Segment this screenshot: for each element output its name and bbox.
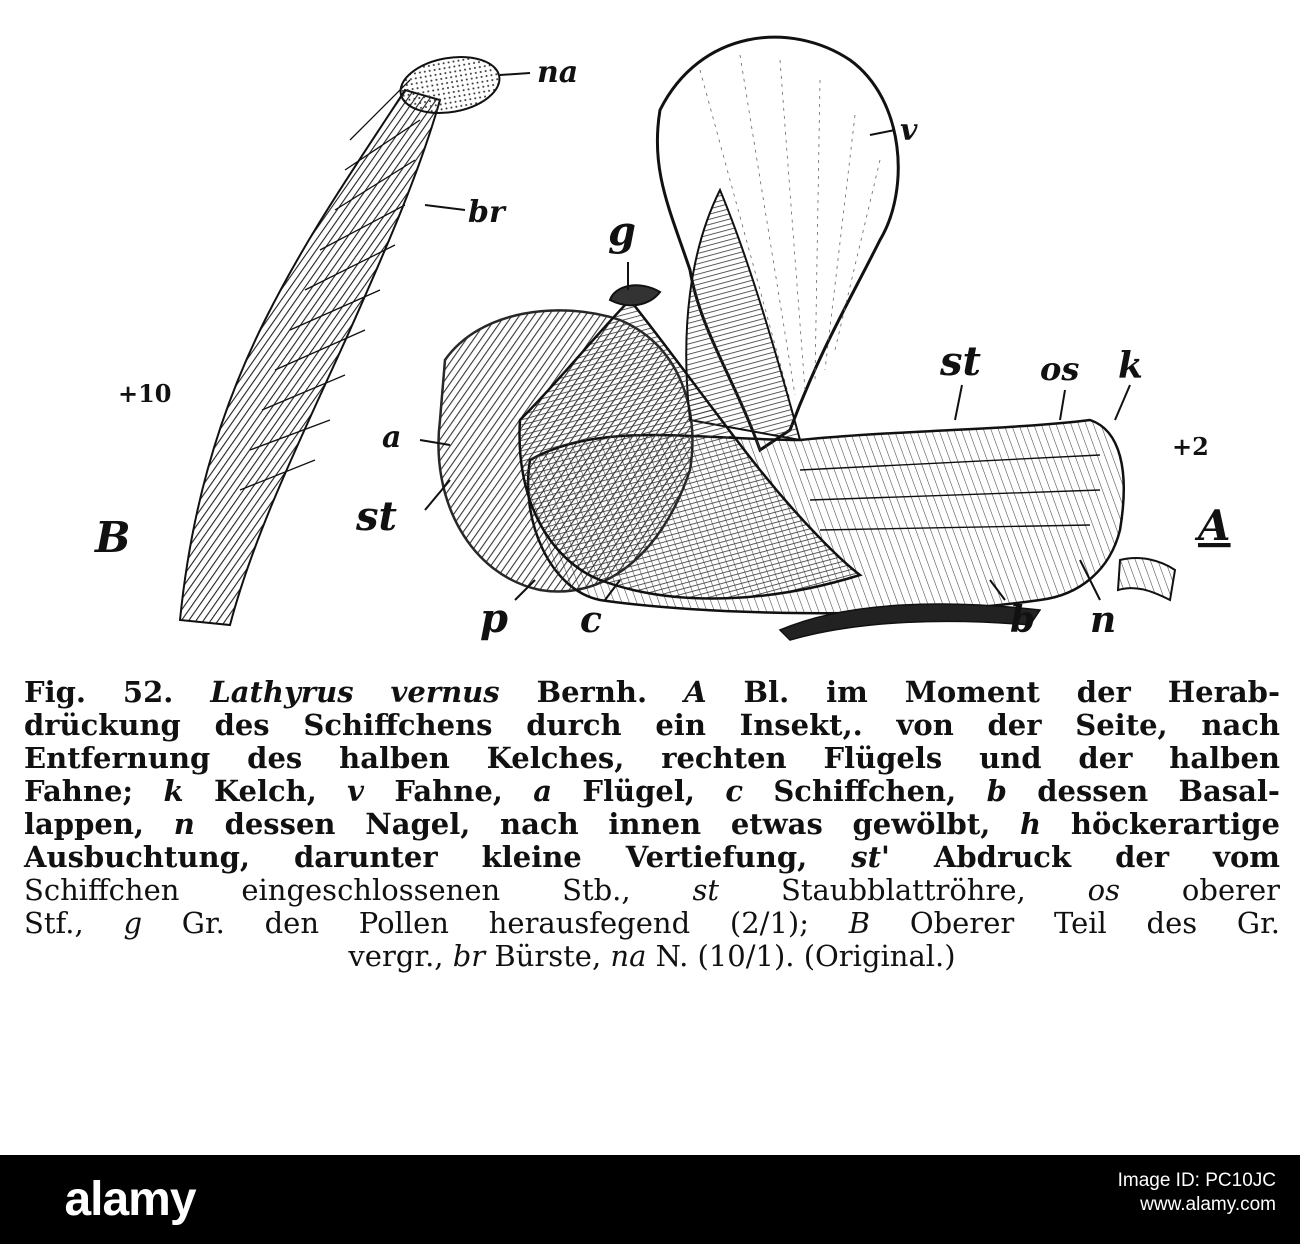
label-g: g (608, 208, 636, 255)
image-id-label: Image ID: PC10JC (1117, 1170, 1276, 1191)
label-a: a (382, 420, 402, 455)
style-brush-drawing (180, 50, 504, 625)
label-na: na (537, 55, 579, 90)
stock-footer-bar (0, 1155, 1300, 1244)
stock-url: www.alamy.com (1140, 1194, 1276, 1215)
label-br: br (468, 195, 505, 230)
flower-drawing (438, 37, 1175, 640)
label-st-left: st (356, 493, 397, 540)
label-c: c (580, 599, 602, 641)
label-k: k (1118, 345, 1143, 387)
label-A: A (1198, 501, 1231, 550)
magnification-B: +10 (118, 379, 172, 408)
label-n: n (1090, 599, 1117, 641)
figure-caption: Fig. 52. Lathyrus vernus Bernh. A Bl. im Moment der Herab- drückung des Schiffchens durch ein Insekt,. von der Seite, nach Entfernung des halben Kelches, rechten Flügels und der halben Fahne; k Kelch, v Fahne, a Flügel, c Schiffchen, b dessen Basal- lappen, n dessen Nagel, nach innen etwas gewölbt, h höckerartige Ausbuchtung, darunter kleine Vertiefung, st' Abdruck der vom Schiffchen eingeschlossenen Stb., st Staubblattröhre, os oberer Stf., g Gr. den Pollen herausfegend (2/1); B Oberer Teil des Gr. vergr., br Bürste, na N. (10/1). (Original.) (24, 675, 1281, 973)
image-id-block (1118, 1169, 1276, 1217)
label-b: b (1010, 599, 1036, 641)
magnification-A: +2 (1172, 432, 1209, 461)
label-st-top: st (940, 338, 981, 385)
label-p: p (480, 595, 508, 642)
label-B: B (95, 513, 131, 562)
label-os: os (1040, 350, 1080, 388)
label-v: v (900, 113, 918, 148)
alamy-logo: alamy (64, 1173, 196, 1226)
